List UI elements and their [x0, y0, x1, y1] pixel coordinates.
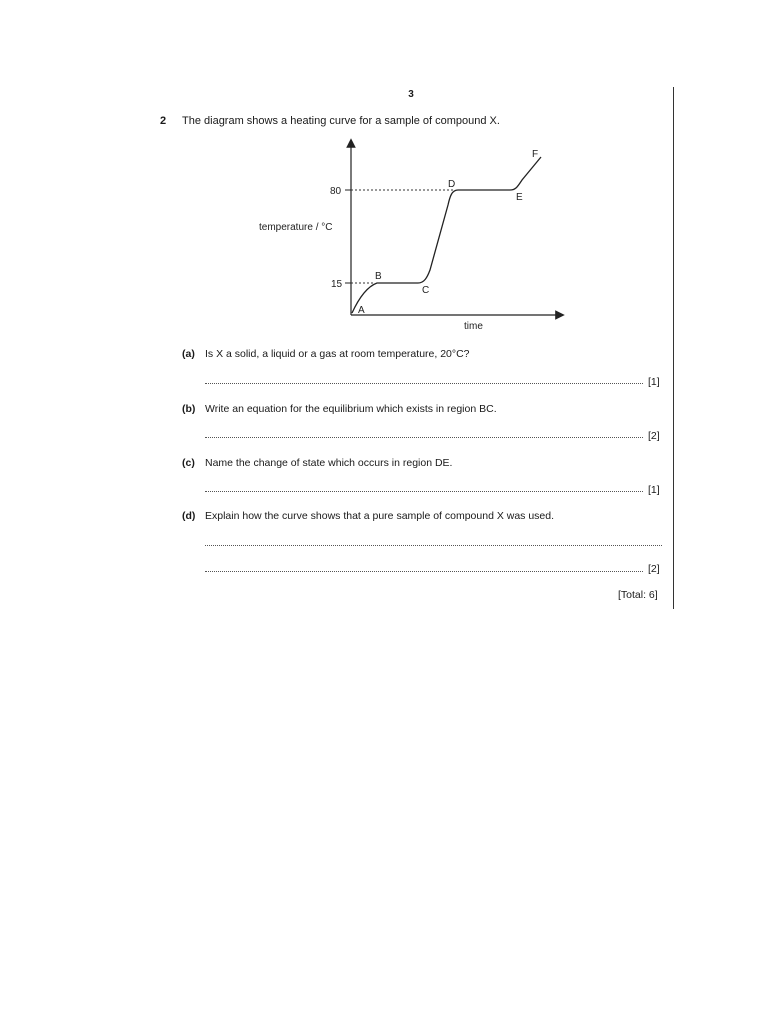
part-text: Is X a solid, a liquid or a gas at room temperature, 20°C?	[205, 348, 470, 360]
total-marks: [Total: 6]	[618, 589, 658, 601]
marks-a: [1]	[648, 376, 660, 388]
point-label-d: D	[448, 179, 456, 190]
y-tick-label-15: 15	[331, 279, 343, 290]
part-text: Explain how the curve shows that a pure sample of compound X was used.	[205, 510, 555, 522]
part-text: Name the change of state which occurs in region DE.	[205, 457, 453, 469]
answer-line-d-2[interactable]	[205, 571, 643, 572]
marks-b: [2]	[648, 430, 660, 442]
x-axis-label: time	[464, 321, 483, 332]
marks-d: [2]	[648, 563, 660, 575]
point-label-e: E	[516, 192, 523, 203]
answer-line-d-1[interactable]	[205, 545, 662, 546]
part-letter: (c)	[182, 457, 195, 469]
point-label-c: C	[422, 285, 430, 296]
question-stem: The diagram shows a heating curve for a sample of compound X.	[182, 115, 500, 127]
heating-curve-line	[352, 157, 541, 313]
question-number: 2	[160, 115, 167, 127]
part-letter: (b)	[182, 403, 196, 415]
question-part-a	[182, 348, 470, 360]
answer-line-b[interactable]	[205, 437, 643, 438]
question-part-d	[182, 510, 554, 522]
answer-line-c[interactable]	[205, 491, 643, 492]
marks-c: [1]	[648, 484, 660, 496]
question-part-b	[182, 403, 497, 415]
part-letter: (d)	[182, 510, 196, 522]
point-label-a: A	[358, 305, 365, 316]
part-letter: (a)	[182, 348, 195, 360]
part-text: Write an equation for the equilibrium which exists in region BC.	[205, 403, 497, 415]
y-axis-label: temperature / °C	[259, 222, 333, 233]
y-tick-label-80: 80	[330, 186, 342, 197]
question-part-c	[182, 457, 452, 469]
point-label-f: F	[532, 149, 539, 160]
page-number: 3	[408, 89, 414, 100]
answer-line-a[interactable]	[205, 383, 643, 384]
point-label-b: B	[375, 271, 382, 282]
